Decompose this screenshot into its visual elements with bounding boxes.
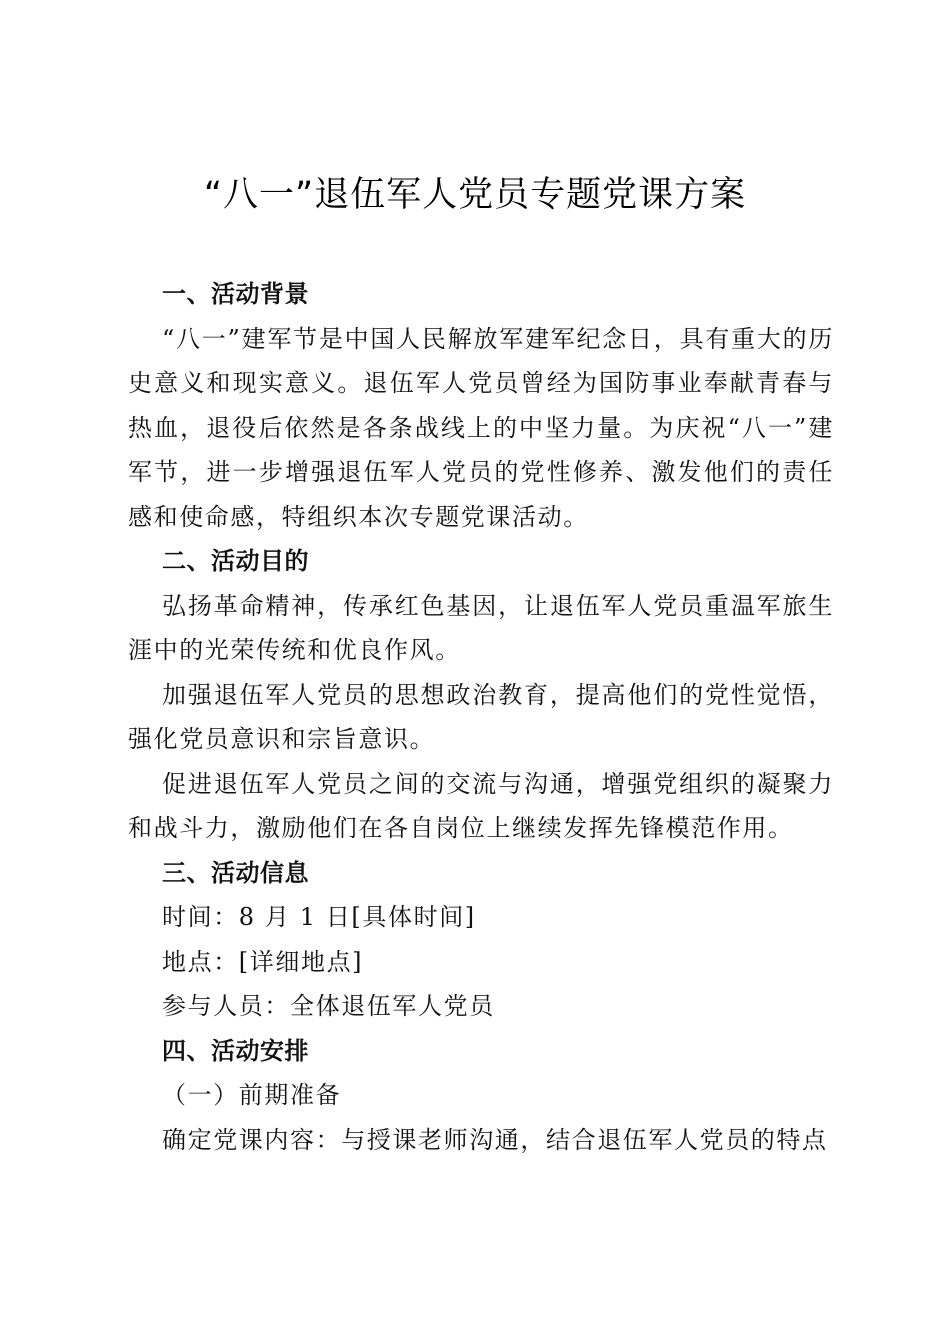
section-heading-background: 一、活动背景 xyxy=(162,280,309,308)
purpose-paragraph-2: 加强退伍军人党员的思想政治教育，提高他们的党性觉悟，强化党员意识和宗旨意识。 xyxy=(128,680,834,753)
background-paragraph: “八一”建军节是中国人民解放军建军纪念日，具有重大的历史意义和现实意义。退伍军人党员曾经为国防事业奉献青春与热血，退役后依然是各条战线上的中坚力量。为庆祝“八一”建军节，进一步增强退伍军人党员的党性修养、激发他们的责任感和使命感，特组织本次专题党课活动。 xyxy=(128,324,834,531)
purpose-paragraph-3: 促进退伍军人党员之间的交流与沟通，增强党组织的凝聚力和战斗力，激励他们在各自岗位上继续发挥先锋模范作用。 xyxy=(128,769,834,842)
document-title: “八一”退伍军人党员专题党课方案 xyxy=(203,175,747,215)
info-participants: 参与人员：全体退伍军人党员 xyxy=(162,992,495,1020)
section-heading-purpose: 二、活动目的 xyxy=(162,547,309,575)
subheading-preparation: （一）前期准备 xyxy=(162,1081,342,1109)
section-heading-info: 三、活动信息 xyxy=(162,858,309,887)
document-body xyxy=(128,272,834,1162)
preparation-paragraph: 确定党课内容：与授课老师沟通，结合退伍军人党员的特点 xyxy=(162,1125,828,1154)
info-location: 地点：[详细地点] xyxy=(162,947,364,976)
section-heading-schedule: 四、活动安排 xyxy=(162,1036,309,1065)
info-time: 时间：8 月 1 日[具体时间] xyxy=(162,903,476,931)
purpose-paragraph-1: 弘扬革命精神，传承红色基因，让退伍军人党员重温军旅生涯中的光荣传统和优良作风。 xyxy=(128,591,834,664)
